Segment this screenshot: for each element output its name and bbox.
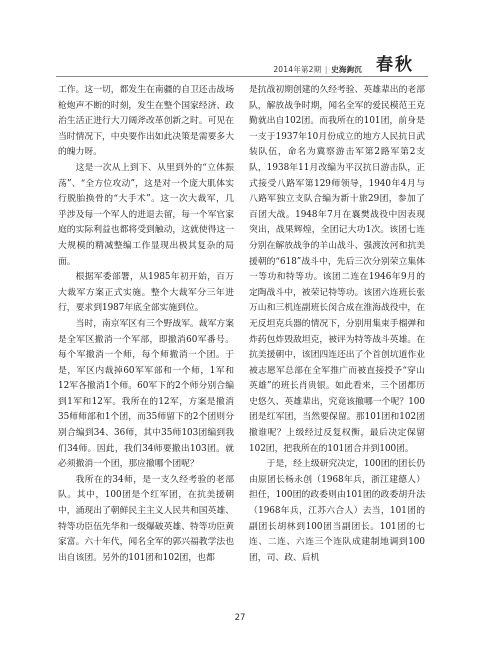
page-header	[0, 0, 480, 80]
header-separator: |	[322, 65, 331, 74]
left-text-column	[58, 83, 234, 593]
right-text-column	[249, 83, 425, 593]
page-number: 27	[234, 613, 246, 623]
issue-label	[273, 64, 362, 75]
paragraph: 当时，南京军区有三个野战军。裁军方案是全军区撤消一个军部，即撤消60军番号。每个军撤消一个师，每个师撤消一个团。于是，军区内裁掉60军军部和一个师，1军和12军各撤消1个师。60军下的2个师分别合编到1军和12军。我所在的12军，方案是撤消35师师部和1个团，而35师留下的2个团则分别合编到34、36师，其中35师103团编到我们34师。因此，我们34师要撤出103团。就必须撤消一个团，那应撤哪个团呢？	[58, 318, 234, 470]
paragraph: 这是一次从上到下、从里到外的“立体振荡”、“全方位攻动”，这是对一个庞大肌体实行脱胎换骨的“大手术”。这一次大裁军，几乎涉及每一个军人的进退去留，每一个军官家庭的实际利益也都将受到触动，这就使得这一大规模的精减整编工作显现出极其复杂的局面。	[58, 162, 234, 267]
paragraph: 根据军委部署，从1985年初开始，百万大裁军方案正式实施。整个大裁军分三年进行，要求到1987年底全部实施到位。	[58, 272, 234, 314]
header-divider	[56, 76, 428, 77]
paragraph: 工作。这一切，都发生在南疆的自卫还击战场枪炮声不断的时刻，发生在整个国家经济、政治生活正进行大刀阔斧改革创新之时。可见在当时情况下，中央要作出如此决策是需要多大的魄力呀。	[58, 85, 234, 158]
paragraph: 我所在的34师，是一支久经考验的老部队。其中，100团是个红军团，在抗美援朝中，涌现出了朝鲜民主主义人民共和国英雄、特等功臣伍先华和一级爆破英雄、特等功臣黄家富。六十年代，闻名全军的郭兴福教学法也出自该团。另外的101团和102团，也都	[58, 474, 234, 563]
paragraph: 于是，经上级研究决定，100团的团长仍由原团长杨永创（1968年兵，浙江建德人）担任，100团的政委则由101团的政委胡升法（1968年兵，江苏六合人）去当，101团的副团长胡林到100团当副团长。101团的七连、二连、六连三个连队成建制地调到100团，司、政、后机	[249, 459, 425, 563]
issue-number: 2014年第2期	[273, 65, 322, 74]
paragraph: 是抗战初期创建的久经考验、英雄辈出的老部队，解放战争时期，闻名全军的爱民模范王克勤就出自102团。而我所在的101团，前身是一支于1937年10月份成立的地方人民抗日武装队伍，命名为冀察游击军第2路军第2支队，1938年11月改编为平汉抗日游击队，正式接受八路军第129师领导，1940年4月与八路军独立支队合编为新十旅29团，参加了百团大战。1948年7月在襄樊战役中因表现突出，战果辉煌，全团记大功1次。该团七连分别在解放战争的羊山战斗、强渡汝河和抗美援朝的“618”战斗中，先后三次分别荣立集体一等功和特等功。该团二连在1946年9月的定陶战斗中，被荣记特等功。该团六连班长张万山和三机连副班长闵合成在淮海战役中，在无反坦克兵器的情况下，分别用集束手榴弹和炸药包炸毁敌坦克，被评为特等战斗英雄。在抗美援朝中，该团四连还出了个首创坑道作业被志愿军总部在全军推广而被直接授予“穿山英雄”的班长肖贵银。如此看来，三个团都历史悠久、英雄辈出，究竟该撤哪一个呢？100团是红军团，当然要保留。那101团和102团撤谁呢？上级经过反复权衡，最后决定保留102团，把我所在的101团合并到100团。	[249, 85, 425, 454]
section-title: 史海鉤沉	[331, 65, 362, 74]
magazine-logo: 春秋	[376, 55, 414, 75]
